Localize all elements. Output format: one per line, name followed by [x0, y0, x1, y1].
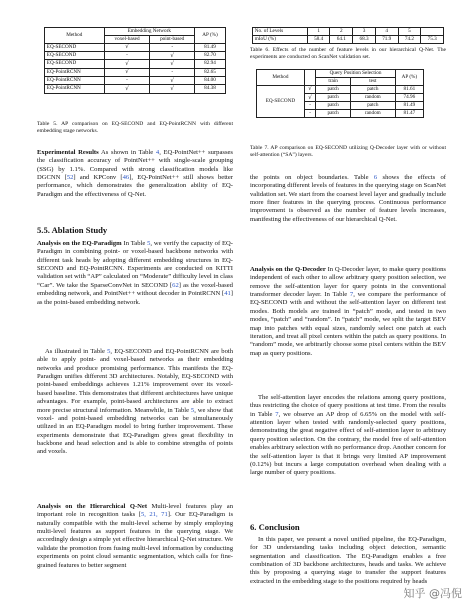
experimental-results-paragraph: Experimental Results As shown in Table 4, EQ-PointNet++ surpasses the classification accuracy of PointNet++ with single-scale grouping (SSG) by 1.1%. Compared with strong classification models like DGCNN [52] and KPConv [46], EQ-PointNet++ still shows better performance, which demonstrates the generalization ability of EQ-Paradigm and the effectiveness of Q-Net.	[37, 149, 234, 198]
table-5-caption: Table 5. AP comparison on EQ-SECOND and EQ-PointRCNN with different embedding stage networks.	[37, 121, 233, 134]
table-5	[44, 27, 226, 94]
table-row: - patch random 81.47	[257, 110, 424, 118]
table-row: EQ-SECOND - √ 82.70	[45, 52, 226, 60]
t5-header-point: point-based	[150, 35, 194, 43]
t7-header-test: test	[350, 77, 395, 85]
t7-header-group: Query Position Selection	[316, 70, 395, 78]
t7-header-method: Method	[257, 70, 305, 86]
zhihu-watermark: 知乎 @冯倪	[403, 587, 462, 600]
citation-link[interactable]: 46	[122, 174, 130, 182]
t5-header-ap: AP (%)	[194, 28, 225, 44]
eq-paradigm-analysis-paragraph: Analysis on the EQ-Paradigm In Table 5, we verify the capacity of EQ-Paradigm in combining point- or voxel-based backbone networks with different task heads by adopting different embedding structures in EQ-SECOND and EQ-PointRCNN. Experiments are conducted on KITTI validation set with “AP” calculated on “Moderate” difficulty level in class “Car”. We take the SparseConvNet in SECOND [62] as the voxel-based embedding network, and PointNet++ without decoder in PointRCNN [41] as the point-based embedding network.	[37, 240, 233, 306]
t7-header-train: train	[316, 77, 351, 85]
table-6-caption: Table 6. Effects of the number of feature levels in our hierarchical Q-Net. The experiments are conducted on ScanNet validation set.	[250, 47, 446, 60]
table-ref-link[interactable]: 5	[190, 406, 195, 414]
t7-method-cell: EQ-SECOND	[257, 85, 305, 117]
table-6: No. of Levels 1 2 3 4 5 mIoU (%) 58.4 64.1 68.3 71.9 74.2 75.3	[252, 27, 444, 44]
table-row: EQ-PointRCNN - √ 84.00	[45, 77, 226, 85]
table-7-caption: Table 7. AP comparison on EQ-SECOND utilizing Q-Decoder layer with or without self-attention (“SA”) layers.	[250, 145, 446, 158]
citation-link[interactable]: 52	[66, 174, 74, 182]
table-ref-link[interactable]: 5	[107, 348, 111, 355]
citation-link[interactable]: 62	[172, 281, 179, 289]
conclusion-paragraph: In this paper, we present a novel unified pipeline, the EQ-Paradigm, for 3D understanding tasks including object detection, semantic segmentation and classification. The EQ-Paradigm enables a free combination of 3D backbone architectures, heads and tasks. We achieve this by proposing a querying stage to transfer the support features extracted in the embedding stage to the positions required by heads	[250, 536, 446, 585]
table-row: EQ-PointRCNN √ √ 84.38	[45, 85, 226, 93]
table-row: EQ-SECOND √ - 81.49	[45, 43, 226, 51]
section-heading-conclusion: 6. Conclusion	[250, 522, 300, 532]
t5-header-group: Embedding Network	[104, 28, 194, 36]
t6-row1-label: No. of Levels	[253, 28, 308, 36]
table-row: EQ-SECOND √ √ 82.94	[45, 60, 226, 68]
table-ref-link[interactable]: 6	[373, 174, 378, 181]
self-attention-paragraph: The self-attention layer encodes the relations among query positions, thus restricting the choice of query positions at test time. From the results in Table 7, we observe an AP drop of 6.65% on the model with self-attention layer when tested with randomly-selected query positions, demonstrating the great negative effect of self-attention layer to arbitrary query position selection. On the contrary, the model free of self-attention enables arbitrary selection with no performance drop. Another concern for the self-attention layer is that it brings very limited AP improvement (0.12%) but incurs a large computation overhead when dealing with a large number of query positions.	[250, 394, 446, 477]
table-row: EQ-SECOND √ patch patch 81.61	[257, 85, 424, 93]
t5-header-method: Method	[45, 28, 105, 44]
hierarchical-qnet-paragraph: Analysis on the Hierarchical Q-Net Multi-level features play an important role in recognition tasks [5, 21, 71]. Our EQ-Paradigm is naturally compatible with the multi-level scheme by simply employing multi-level features as support features in the querying stage. We accordingly design a simple yet effective hierarchical Q-Net structure. We validate the promotion from fusing multi-level information by conducting experiments on point cloud semantic segmentation, which calls for fine-grained features to better segment	[37, 503, 234, 569]
q-decoder-analysis-paragraph: Analysis on the Q-Decoder In Q-Decoder layer, to make query positions independent of each other to allow arbitrary query position selection, we remove the self-attention layer for query points in the conventional transformer decoder layer. In Table 7, we compare the performance of EQ-SECOND with and without the self-attention layer on different test modes. Both models are trained in “patch” mode, and tested in two modes, “patch” and “random”. In “patch” mode, we split the target BEV map into patches with equal sizes, randomly select one patch at each iteration, and treat all pixel centers within the patch as query positions. In “random” mode, we arbitrarily choose some pixel centers within the BEV map as query positions.	[250, 266, 446, 357]
t5-header-voxel: voxel-based	[104, 35, 150, 43]
t7-header-ap: AP (%)	[395, 70, 423, 86]
table-ref-link[interactable]: 5	[147, 240, 151, 247]
table-ref-link[interactable]: 7	[275, 410, 279, 418]
citation-link[interactable]: 41	[224, 290, 231, 298]
hierarchical-results-paragraph: the points on object boundaries. Table 6 shows the effects of incorporating different levels of features in the querying stage on ScanNet validation set. We start from the coarsest level layer and gradually include more finer features in the querying process. Continuous performance improvement is observed as the number of feature levels increases, manifesting the effectiveness of our hierarchical Q-Net.	[250, 174, 446, 223]
t6-row2-label: mIoU (%)	[253, 35, 308, 43]
table-row: EQ-PointRCNN √ - 82.65	[45, 68, 226, 76]
section-heading-ablation: 5.5. Ablation Study	[37, 225, 108, 235]
eq-paradigm-results-paragraph: As illustrated in Table 5, EQ-SECOND and EQ-PointRCNN are both able to apply point- and voxel-based networks as their embedding networks and produce promising performance. This manifests the EQ-Paradigm unifies different 3D architectures. Notably, EQ-SECOND with point-based embeddings achieves 1.21% improvement over its voxel-based baseline. This demonstrates that different architectures have unique advantages. For example, point-based architectures are able to extract more precise structural information. Meanwhile, in Table 5, we show that voxel- and point-based embedding networks can be simultaneously utilized in an EQ-Paradigm model to bring further improvement. These experiments demonstrate that EQ-Paradigm gives great flexibility in backbone and head selection and is able to combine strengths of points and voxels.	[37, 348, 233, 456]
table-ref-link[interactable]: 4	[155, 149, 160, 156]
citation-link[interactable]: 5, 21, 71	[140, 511, 168, 519]
table-7	[256, 69, 424, 118]
table-ref-link[interactable]: 7	[349, 291, 354, 299]
table-row: √ patch random 74.96	[257, 94, 424, 102]
table-row: - patch patch 81.49	[257, 102, 424, 110]
